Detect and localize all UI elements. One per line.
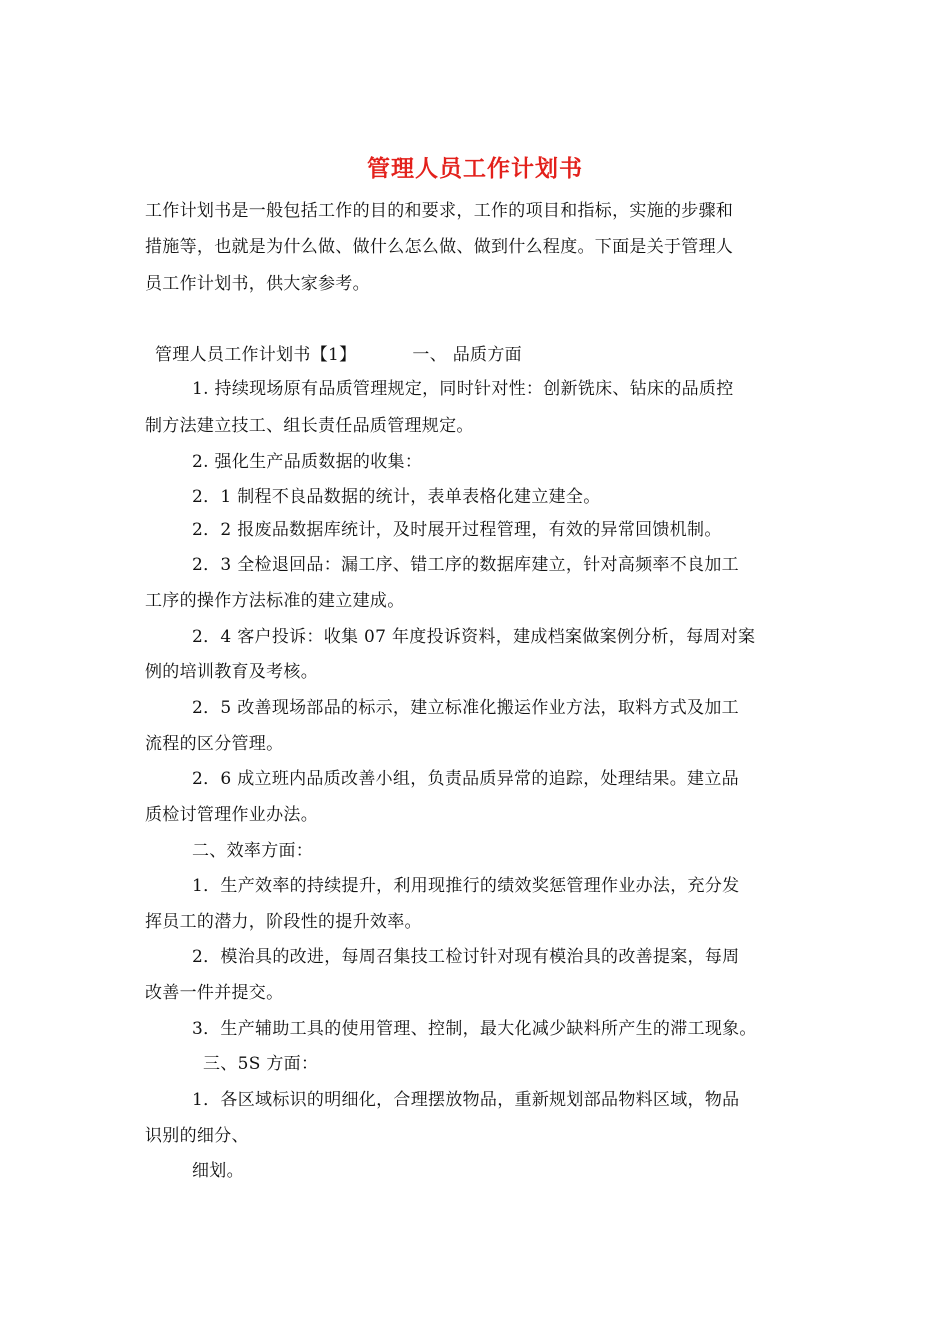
body-line-3: 2. 强化生产品质数据的收集： <box>192 452 423 472</box>
body-line-20: 三、5S 方面： <box>203 1054 319 1074</box>
body-line-21: 1．各区域标识的明细化，合理摆放物品，重新规划部品物料区域，物品 <box>192 1090 740 1110</box>
body-line-8: 2．4 客户投诉：收集 07 年度投诉资料，建成档案做案例分析，每周对案 <box>192 627 756 647</box>
body-line-4: 2．1 制程不良品数据的统计，表单表格化建立建全。 <box>192 487 601 507</box>
body-line-19: 3．生产辅助工具的使用管理、控制，最大化减少缺料所产生的滞工现象。 <box>192 1019 757 1039</box>
body-line-18: 改善一件并提交。 <box>145 983 284 1003</box>
body-line-14: 二、效率方面： <box>192 841 314 861</box>
body-line-7: 工序的操作方法标准的建立建成。 <box>145 591 405 611</box>
body-line-23: 细划。 <box>192 1161 244 1181</box>
body-line-6: 2．3 全检退回品：漏工序、错工序的数据库建立，针对高频率不良加工 <box>192 555 739 575</box>
body-line-5: 2．2 报废品数据库统计，及时展开过程管理，有效的异常回馈机制。 <box>192 520 722 540</box>
body-line-10: 2．5 改善现场部品的标示，建立标准化搬运作业方法，取料方式及加工 <box>192 698 739 718</box>
intro-line-2: 措施等，也就是为什么做、做什么怎么做、做到什么程度。下面是关于管理人 <box>145 237 734 257</box>
body-line-13: 质检讨管理作业办法。 <box>145 805 318 825</box>
body-line-1: 1. 持续现场原有品质管理规定，同时针对性：创新铣床、钻床的品质控 <box>192 379 734 399</box>
body-line-22: 识别的细分、 <box>145 1126 249 1146</box>
body-line-2: 制方法建立技工、组长责任品质管理规定。 <box>145 416 474 436</box>
part1-heading: 一、 品质方面 <box>412 345 522 365</box>
section-heading: 管理人员工作计划书【1】 <box>155 345 357 365</box>
document-title: 管理人员工作计划书 <box>367 155 583 182</box>
body-line-17: 2．模治具的改进，每周召集技工检讨针对现有模治具的改善提案，每周 <box>192 947 740 967</box>
intro-line-1: 工作计划书是一般包括工作的目的和要求，工作的项目和指标，实施的步骤和 <box>145 201 734 221</box>
body-line-15: 1．生产效率的持续提升，利用现推行的绩效奖惩管理作业办法，充分发 <box>192 876 740 896</box>
body-line-16: 挥员工的潜力，阶段性的提升效率。 <box>145 912 422 932</box>
body-line-9: 例的培训教育及考核。 <box>145 662 318 682</box>
section-heading-row <box>155 344 522 366</box>
body-line-12: 2．6 成立班内品质改善小组，负责品质异常的追踪，处理结果。建立品 <box>192 769 739 789</box>
body-line-11: 流程的区分管理。 <box>145 734 284 754</box>
intro-line-3: 员工作计划书，供大家参考。 <box>145 274 370 294</box>
